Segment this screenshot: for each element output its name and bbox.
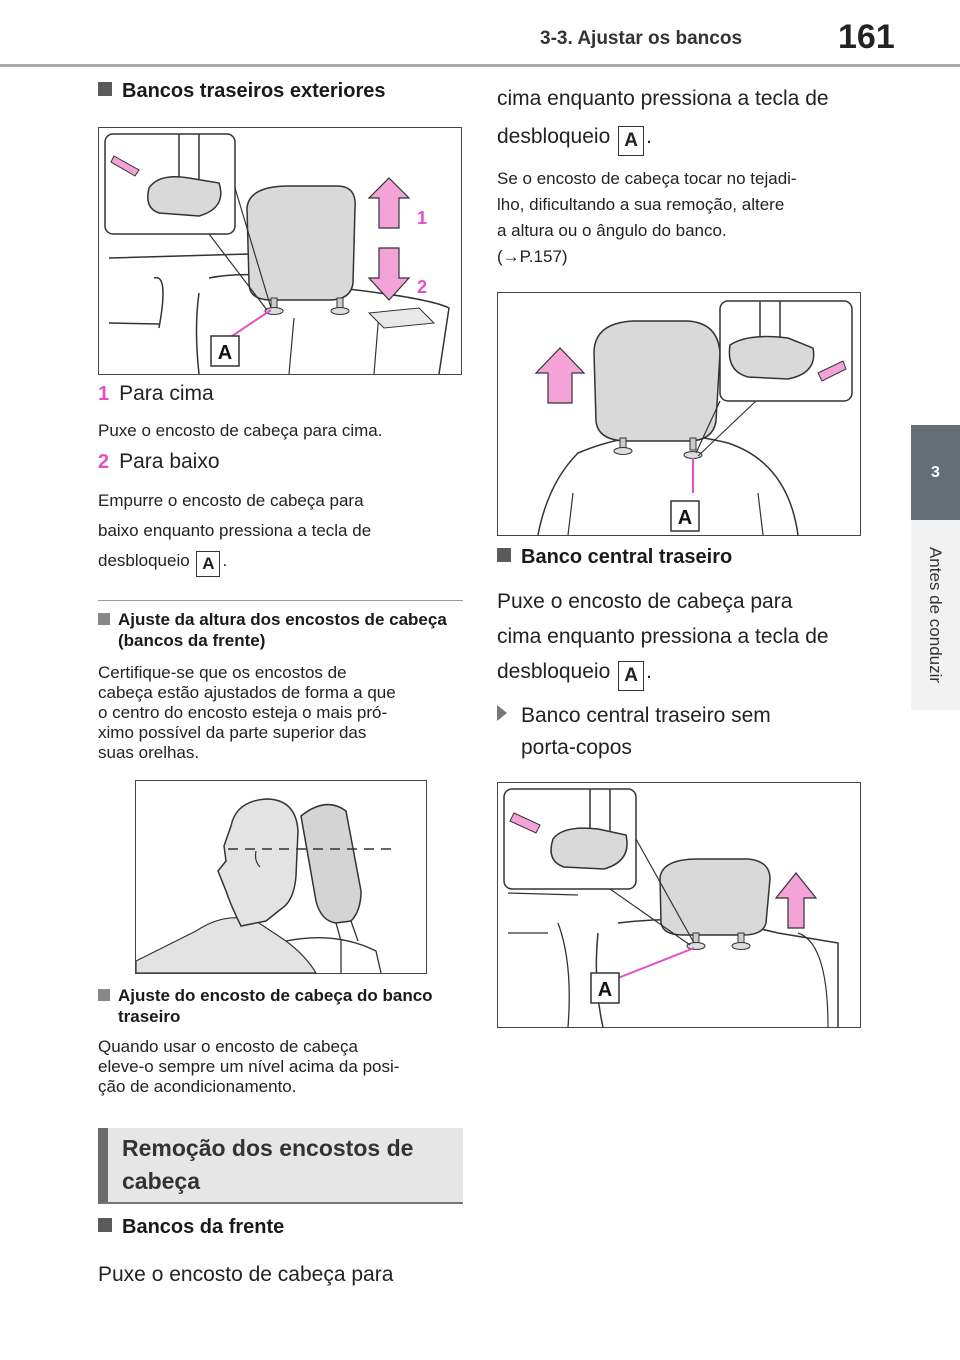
triangle-bullet-icon [497, 705, 507, 721]
key-a-badge: A [618, 126, 644, 156]
figure2-label-a: A [677, 507, 693, 529]
front-height-text: Certifique-se que os encostos de cabeça estão ajustados de forma a que o centro do encosto esteja o mais pró- ximo possível da parte superior das suas orelhas. [98, 663, 396, 762]
section-divider [98, 600, 463, 601]
head-position-illustration [136, 781, 426, 973]
figure-front-headrest-removal [497, 292, 861, 536]
step-1-title: Para cima [119, 382, 214, 405]
central-seat-text: Puxe o encosto de cabeça para cima enquanto pressiona a tecla de desbloqueio A . [497, 584, 829, 691]
subheading-front-height: Ajuste da altura dos encostos de cabeça (bancos da frente) [98, 609, 463, 651]
figure-central-headrest-removal [497, 782, 861, 1028]
front-headrest-removal-illustration [498, 293, 860, 535]
step-2-title: Para baixo [119, 450, 220, 473]
central-seat-bullet: Banco central traseiro sem porta-copos [497, 700, 771, 764]
front-seats-text-continued: cima enquanto pressiona a tecla de desbloqueio A . [497, 80, 829, 156]
roof-note: Se o encosto de cabeça tocar no tejadi- lho, dificultando a sua remoção, altere a altura ou o ângulo do banco. (→P.157) [497, 169, 797, 266]
step-1-number: 1 [98, 383, 110, 405]
figure-head-position [135, 780, 427, 974]
square-bullet-icon [98, 989, 110, 1001]
key-a-badge: A [196, 551, 220, 577]
step-2 [98, 450, 220, 474]
rear-headrest-text: Quando usar o encosto de cabeça eleve-o sempre um nível acima da posi- ção de acondicionamento. [98, 1037, 400, 1096]
section-title-removal: Remoção dos encostos de cabeça [98, 1128, 463, 1204]
key-a-badge: A [618, 661, 644, 691]
chapter-tab: 3 [911, 425, 960, 520]
step-2-description: Empurre o encosto de cabeça para baixo enquanto pressiona a tecla de desbloqueio A . [98, 486, 371, 577]
central-headrest-removal-illustration [498, 783, 860, 1027]
figure-outer-headrest [98, 127, 462, 375]
square-bullet-icon [98, 82, 112, 96]
front-seats-text: Puxe o encosto de cabeça para [98, 1263, 394, 1286]
heading-central-seat: Banco central traseiro [497, 546, 732, 569]
square-bullet-icon [497, 548, 511, 562]
outer-headrest-illustration [99, 128, 461, 374]
heading-outer-seats: Bancos traseiros exteriores [98, 80, 385, 103]
square-bullet-icon [98, 613, 110, 625]
figure1-label-a: A [217, 342, 233, 364]
page-number: 161 [838, 18, 895, 56]
step-1-description: Puxe o encosto de cabeça para cima. [98, 421, 383, 440]
chapter-label: Antes de conduzir [926, 546, 945, 684]
subheading-rear-headrest: Ajuste do encosto de cabeça do banco traseiro [98, 985, 463, 1027]
square-bullet-icon [98, 1218, 112, 1232]
figure1-label-1: 1 [417, 208, 428, 228]
figure3-label-a: A [597, 979, 613, 1001]
step-2-number: 2 [98, 451, 110, 473]
header-divider [0, 64, 960, 67]
step-1 [98, 382, 214, 406]
figure1-label-2: 2 [417, 277, 428, 297]
heading-front-seats: Bancos da frente [98, 1216, 284, 1239]
running-header-title: 3-3. Ajustar os bancos [540, 28, 743, 49]
